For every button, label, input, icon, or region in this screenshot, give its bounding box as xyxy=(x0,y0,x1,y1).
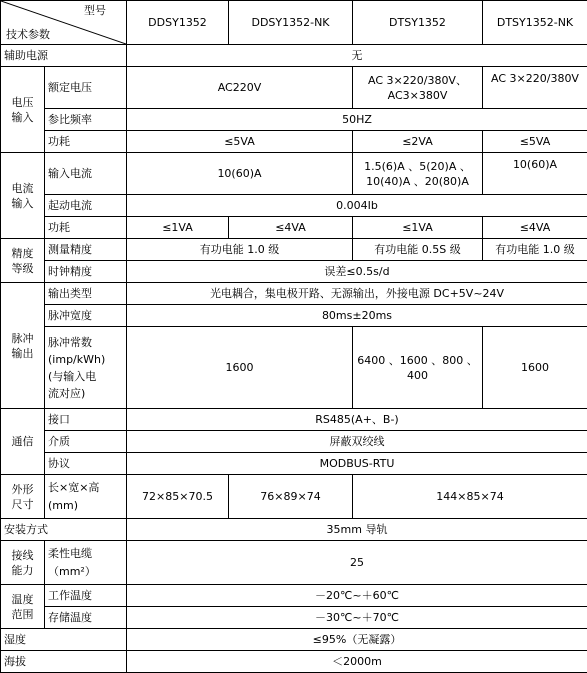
param-label: 技术参数 xyxy=(6,27,50,42)
ref-frequency-value: 50HZ xyxy=(127,109,587,131)
temperature-group: 温度 范围 xyxy=(1,585,45,629)
rated-voltage-label: 额定电压 xyxy=(45,67,127,109)
humidity-value: ≤95%（无凝露） xyxy=(127,629,587,651)
rated-voltage-ddsy: AC220V xyxy=(127,67,353,109)
clock-accuracy-value: 误差≤0.5s/d xyxy=(127,261,587,283)
clock-accuracy-label: 时钟精度 xyxy=(45,261,127,283)
voltage-power-dtsy-nk: ≤5VA xyxy=(483,131,587,153)
install-value: 35mm 导轨 xyxy=(127,519,587,541)
model-dtsy1352-nk: DTSY1352-NK xyxy=(483,1,587,45)
measure-accuracy-label: 测量精度 xyxy=(45,239,127,261)
measure-accuracy-dtsy-nk: 有功电能 1.0 级 xyxy=(483,239,587,261)
wiring-group: 接线 能力 xyxy=(1,541,45,585)
accuracy-group: 精度 等级 xyxy=(1,239,45,283)
comm-group: 通信 xyxy=(1,409,45,475)
altitude-label: 海拔 xyxy=(1,651,127,673)
pulse-constant-label: 脉冲常数 (imp/kWh) (与输入电 流对应) xyxy=(45,327,127,409)
wiring-label: 柔性电缆 （mm²） xyxy=(45,541,127,585)
output-type-value: 光电耦合，集电极开路、无源输出，外接电源 DC+5V~24V xyxy=(127,283,587,305)
ref-frequency-label: 参比频率 xyxy=(45,109,127,131)
pulse-width-value: 80ms±20ms xyxy=(127,305,587,327)
wiring-value: 25 xyxy=(127,541,587,585)
work-temp-value: －20℃~＋60℃ xyxy=(127,585,587,607)
pulse-constant-dtsy-nk: 1600 xyxy=(483,327,587,409)
rated-voltage-dtsy-nk: AC 3×220/380V xyxy=(483,67,587,109)
store-temp-value: －30℃~＋70℃ xyxy=(127,607,587,629)
current-input-group: 电流 输入 xyxy=(1,153,45,239)
comm-protocol-value: MODBUS-RTU xyxy=(127,453,587,475)
aux-power-label: 辅助电源 xyxy=(1,45,127,67)
voltage-power-label: 功耗 xyxy=(45,131,127,153)
current-power-dtsy-nk: ≤4VA xyxy=(483,217,587,239)
model-dtsy1352: DTSY1352 xyxy=(353,1,483,45)
humidity-label: 湿度 xyxy=(1,629,127,651)
current-power-dtsy: ≤1VA xyxy=(353,217,483,239)
work-temp-label: 工作温度 xyxy=(45,585,127,607)
comm-protocol-label: 协议 xyxy=(45,453,127,475)
pulse-width-label: 脉冲宽度 xyxy=(45,305,127,327)
voltage-power-ddsy: ≤5VA xyxy=(127,131,353,153)
measure-accuracy-ddsy: 有功电能 1.0 级 xyxy=(127,239,353,261)
model-label: 型号 xyxy=(84,3,106,18)
input-current-dtsy: 1.5(6)A 、5(20)A 、10(40)A 、20(80)A xyxy=(353,153,483,195)
measure-accuracy-dtsy: 有功电能 0.5S 级 xyxy=(353,239,483,261)
current-power-ddsy: ≤1VA xyxy=(127,217,229,239)
model-ddsy1352-nk: DDSY1352-NK xyxy=(229,1,353,45)
header-diagonal-cell xyxy=(1,1,127,45)
input-current-ddsy: 10(60)A xyxy=(127,153,353,195)
altitude-value: ＜2000m xyxy=(127,651,587,673)
current-power-label: 功耗 xyxy=(45,217,127,239)
comm-medium-value: 屏蔽双绞线 xyxy=(127,431,587,453)
model-ddsy1352: DDSY1352 xyxy=(127,1,229,45)
pulse-constant-ddsy: 1600 xyxy=(127,327,353,409)
current-power-ddsy-nk: ≤4VA xyxy=(229,217,353,239)
voltage-power-dtsy: ≤2VA xyxy=(353,131,483,153)
output-type-label: 输出类型 xyxy=(45,283,127,305)
dimensions-group: 外形 尺寸 xyxy=(1,475,45,519)
rated-voltage-dtsy: AC 3×220/380V、AC3×380V xyxy=(353,67,483,109)
pulse-constant-dtsy: 6400 、1600 、800 、400 xyxy=(353,327,483,409)
install-label: 安装方式 xyxy=(1,519,127,541)
store-temp-label: 存储温度 xyxy=(45,607,127,629)
input-current-dtsy-nk: 10(60)A xyxy=(483,153,587,195)
comm-port-label: 接口 xyxy=(45,409,127,431)
comm-medium-label: 介质 xyxy=(45,431,127,453)
voltage-input-group: 电压 输入 xyxy=(1,67,45,153)
aux-power-value: 无 xyxy=(127,45,587,67)
pulse-output-group: 脉冲 输出 xyxy=(1,283,45,409)
start-current-value: 0.004Ib xyxy=(127,195,587,217)
dimensions-dtsy: 144×85×74 xyxy=(353,475,587,519)
input-current-label: 输入电流 xyxy=(45,153,127,195)
dimensions-ddsy-nk: 76×89×74 xyxy=(229,475,353,519)
comm-port-value: RS485(A+、B-) xyxy=(127,409,587,431)
dimensions-label: 长×宽×高 (mm) xyxy=(45,475,127,519)
dimensions-ddsy: 72×85×70.5 xyxy=(127,475,229,519)
start-current-label: 起动电流 xyxy=(45,195,127,217)
